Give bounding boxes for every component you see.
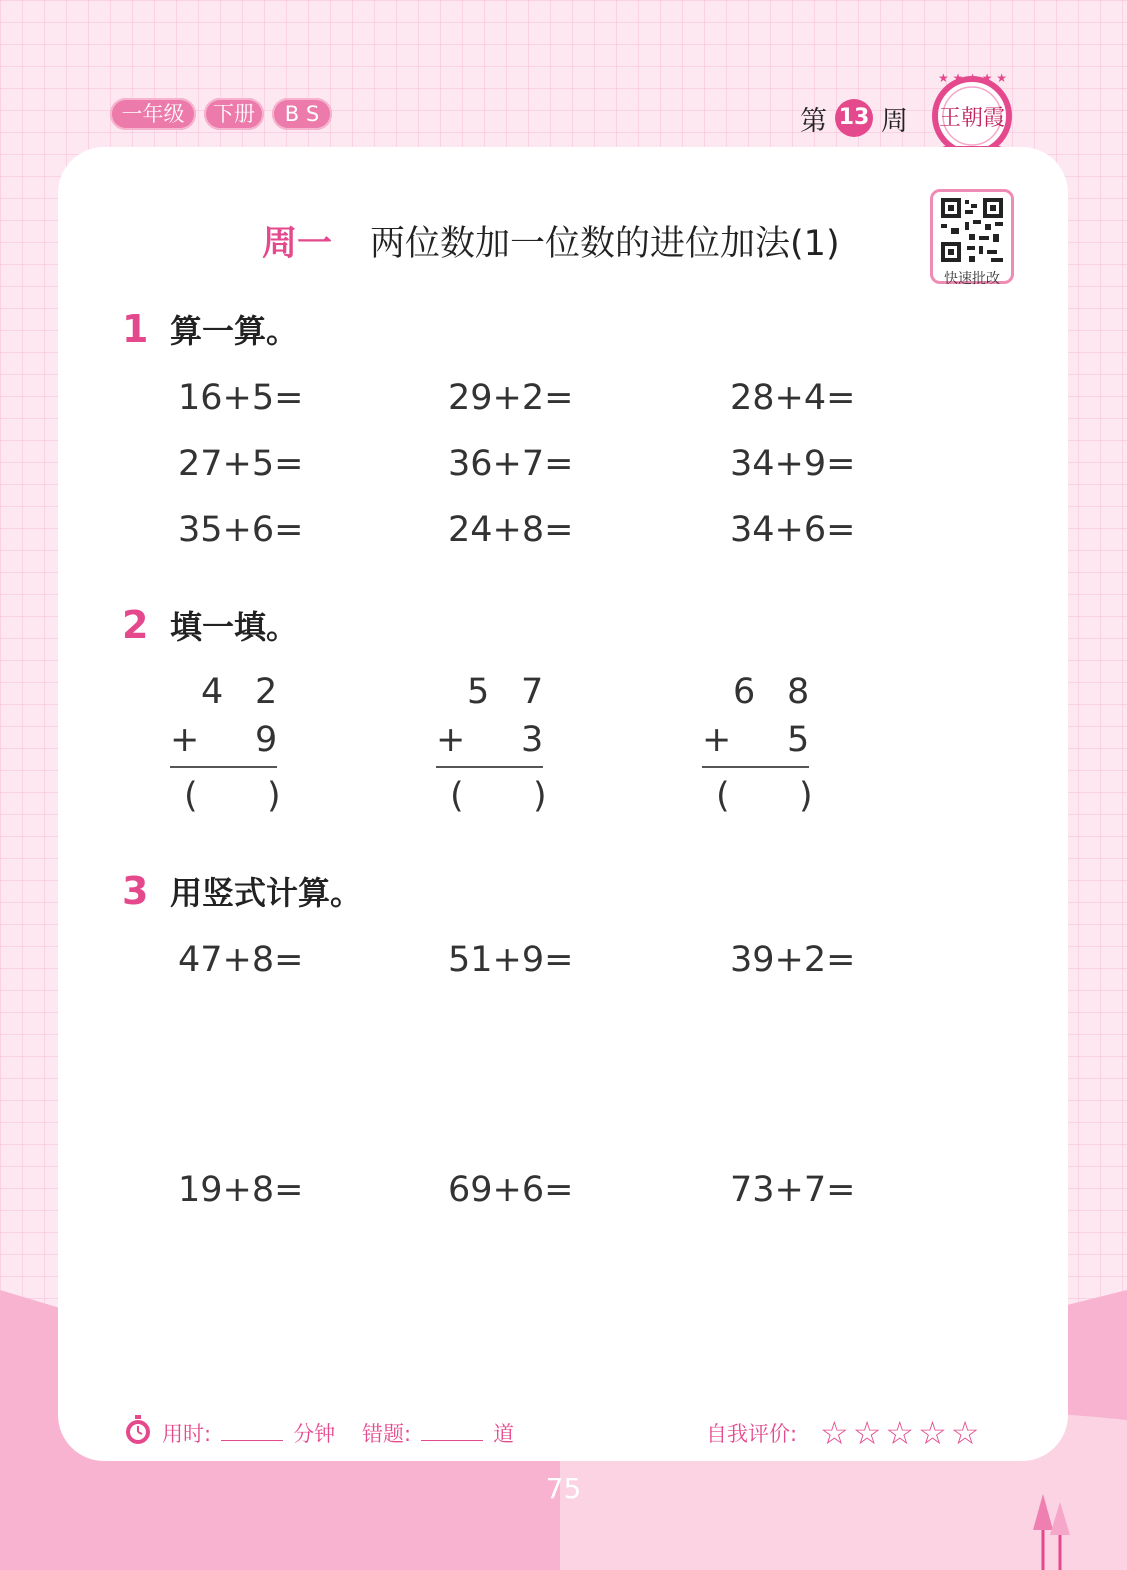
digit: 2: [255, 672, 278, 712]
seal-text: 王朝霞: [938, 105, 1006, 130]
week-prefix: 第: [800, 105, 827, 137]
vertical-addition: [702, 672, 813, 816]
equation: 73+7=: [730, 1170, 856, 1210]
plus-sign: +: [170, 720, 200, 760]
section-title: 算一算。: [170, 312, 299, 350]
digit: 8: [787, 672, 810, 712]
page-title: [262, 216, 840, 266]
section-3-heading: [122, 868, 362, 914]
svg-text:★ ★ ★ ★ ★: ★ ★ ★ ★ ★: [938, 71, 1008, 85]
digit: 3: [521, 720, 544, 760]
equation: 69+6=: [448, 1170, 574, 1210]
section-title: 用竖式计算。: [170, 874, 363, 912]
equation: 27+5=: [178, 444, 304, 484]
digit: 5: [787, 720, 810, 760]
sum-line: [436, 766, 543, 768]
equation: 51+9=: [448, 940, 574, 980]
stopwatch-icon: [123, 1414, 153, 1446]
equation: 39+2=: [730, 940, 856, 980]
grade-tag: 一年级: [110, 98, 196, 130]
digit: 9: [255, 720, 278, 760]
digit: 6: [733, 672, 756, 712]
self-eval-label: 自我评价:: [706, 1422, 798, 1446]
section-number: 1: [122, 307, 149, 351]
equation: 24+8=: [448, 510, 574, 550]
errors-unit: 道: [493, 1422, 515, 1446]
answer-blank[interactable]: [716, 776, 816, 816]
paren-close: ): [267, 776, 281, 816]
section-1-heading: [122, 306, 298, 352]
page-number: 75: [545, 1472, 582, 1505]
time-label: 用时:: [162, 1422, 212, 1446]
rating-stars[interactable]: ☆☆☆☆☆: [820, 1414, 984, 1452]
paren-close: ): [533, 776, 547, 816]
equation: 16+5=: [178, 378, 304, 418]
vertical-addition: [170, 672, 281, 816]
section-title: 填一填。: [170, 608, 299, 646]
equation: 29+2=: [448, 378, 574, 418]
title-day: 周一: [262, 224, 333, 264]
week-number-badge: 13: [835, 99, 873, 137]
volume-tag: 下册: [204, 98, 264, 130]
paren-close: ): [799, 776, 813, 816]
equation: 35+6=: [178, 510, 304, 550]
errors-blank[interactable]: [421, 1440, 483, 1441]
section-2-heading: [122, 602, 298, 648]
equation: 28+4=: [730, 378, 856, 418]
qr-code[interactable]: [930, 189, 1014, 287]
sum-line: [170, 766, 277, 768]
edition-tag: B S: [272, 98, 332, 130]
answer-blank[interactable]: [450, 776, 550, 816]
title-text: 两位数加一位数的进位加法(1): [370, 224, 840, 264]
plus-sign: +: [702, 720, 732, 760]
qr-label: 快速批改: [944, 271, 1000, 287]
equation: 34+9=: [730, 444, 856, 484]
section-number: 3: [122, 869, 149, 913]
digit: 5: [467, 672, 490, 712]
vertical-addition: [436, 672, 547, 816]
time-blank[interactable]: [221, 1440, 283, 1441]
time-unit: 分钟: [293, 1422, 336, 1446]
digit: 4: [201, 672, 224, 712]
equation: 19+8=: [178, 1170, 304, 1210]
equation: 34+6=: [730, 510, 856, 550]
week-suffix: 周: [881, 105, 908, 137]
sum-line: [702, 766, 809, 768]
qr-pattern: [933, 194, 1011, 268]
paren-open: (: [450, 776, 464, 816]
error-count: [362, 1418, 514, 1448]
time-spent: [162, 1418, 335, 1448]
errors-label: 错题:: [362, 1422, 412, 1446]
paren-open: (: [184, 776, 198, 816]
section-number: 2: [122, 603, 149, 647]
equation: 36+7=: [448, 444, 574, 484]
week-indicator: [800, 98, 908, 138]
answer-blank[interactable]: [184, 776, 284, 816]
plus-sign: +: [436, 720, 466, 760]
equation: 47+8=: [178, 940, 304, 980]
digit: 7: [521, 672, 544, 712]
paren-open: (: [716, 776, 730, 816]
